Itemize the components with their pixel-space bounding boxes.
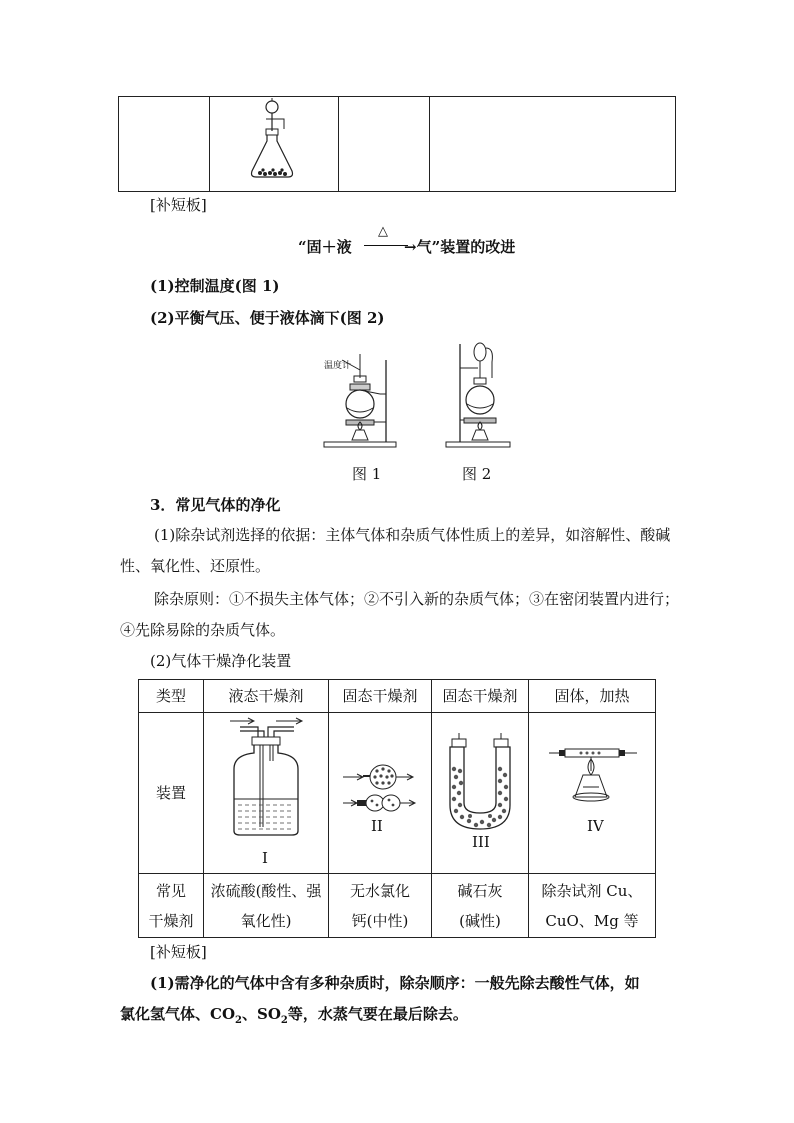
roman-I: I — [262, 849, 268, 867]
separatory-flask-diagram — [210, 97, 338, 191]
desiccant-2-line1: 无水氯化 — [349, 881, 410, 900]
desiccant-3-line1: 碱石灰 — [457, 881, 503, 900]
header-solid-desiccant-1: 固态干燥剂 — [329, 680, 432, 713]
desiccant-1-line1: 浓硫酸(酸性、强 — [210, 881, 322, 900]
title-arrow-line — [364, 245, 408, 246]
title-left: “固＋液 — [298, 238, 352, 256]
top-table-cell-1 — [119, 97, 210, 192]
desiccant-1-line2: 氧化性) — [240, 911, 292, 930]
drying-table-desiccant-row — [139, 874, 656, 938]
desiccant-2-line2: 钙(中性) — [351, 911, 409, 930]
item-balance-pressure: (2)平衡气压、便于液体滴下(图 2) — [150, 309, 385, 327]
roman-IV: IV — [587, 817, 604, 835]
desiccant-cell-1 — [204, 874, 329, 938]
apparatus-cell-4 — [529, 713, 656, 874]
purification-order-line2 — [120, 1003, 468, 1026]
figure-2 — [442, 338, 514, 454]
supplement-tag-2: [补短板] — [150, 943, 207, 961]
desiccant-3-line2: (碱性) — [459, 911, 501, 930]
apparatus-cell-1 — [204, 713, 329, 874]
gas-washing-bottle-diagram — [204, 713, 328, 849]
line2-part-a: 氯化氢气体、CO — [120, 1005, 236, 1023]
section-3-para-1: (1)除杂试剂选择的依据：主体气体和杂质气体性质上的差异，如溶解性、酸碱性、氧化性、还原性。 — [120, 526, 671, 575]
header-liquid-desiccant: 液态干燥剂 — [204, 680, 329, 713]
desiccant-cell-4 — [529, 874, 656, 938]
pressure-balance-apparatus-diagram — [442, 338, 514, 454]
line2-part-c: 等，水蒸气要在最后除去。 — [287, 1005, 468, 1023]
section-3-para-2: 除杂原则：①不损失主体气体；②不引入新的杂质气体；③在密闭装置内进行；④先除易除的杂质气体。 — [120, 590, 680, 639]
drying-table-header-row — [139, 680, 656, 713]
apparatus-cell-3 — [432, 713, 529, 874]
row-label-desiccant-line2: 干燥剂 — [148, 911, 194, 930]
so2-subscript: 2 — [280, 1015, 288, 1026]
desiccant-4-line2: CuO、Mg 等 — [545, 911, 639, 930]
section-3-heading: 3．常见气体的净化 — [150, 496, 281, 514]
desiccant-cell-3 — [432, 874, 529, 938]
row-label-desiccant-line1: 常见 — [155, 881, 186, 900]
drying-table — [138, 679, 656, 938]
supplement-tag-1: [补短板] — [150, 196, 207, 214]
title-right: →气”装置的改进 — [404, 238, 516, 256]
row-label-desiccant — [139, 874, 204, 938]
co2-subscript: 2 — [235, 1015, 242, 1026]
top-table-cell-flask — [210, 97, 339, 192]
item-control-temp: (1)控制温度(图 1) — [150, 277, 280, 295]
roman-III: III — [472, 833, 490, 851]
heat-triangle-symbol: △ — [378, 224, 388, 239]
header-type: 类型 — [139, 680, 204, 713]
desiccant-cell-2 — [329, 874, 432, 938]
figure-1 — [320, 344, 412, 454]
top-table-cell-3 — [339, 97, 430, 192]
header-solid-desiccant-2: 固态干燥剂 — [432, 680, 529, 713]
roman-II: II — [371, 817, 383, 835]
section-3-para-3: (2)气体干燥净化装置 — [150, 652, 292, 670]
top-table — [118, 96, 676, 192]
drying-table-apparatus-row — [139, 713, 656, 874]
apparatus-cell-2 — [329, 713, 432, 874]
desiccant-4-line1: 除杂试剂 Cu、 — [541, 881, 643, 900]
header-solid-heated: 固体，加热 — [529, 680, 656, 713]
line2-part-b: 、SO — [241, 1005, 281, 1023]
heated-tube-diagram — [529, 713, 655, 821]
improvement-title — [280, 226, 560, 260]
top-table-cell-4 — [430, 97, 676, 192]
row-label-apparatus: 装置 — [139, 713, 204, 874]
thermometer-label: 温度计 — [324, 361, 352, 371]
figure-2-caption: 图 2 — [462, 465, 492, 483]
drying-tube-diagram — [329, 713, 431, 833]
figure-1-caption: 图 1 — [352, 465, 382, 483]
u-tube-diagram — [432, 713, 528, 837]
purification-order-line1: (1)需净化的气体中含有多种杂质时，除杂顺序：一般先除去酸性气体，如 — [150, 974, 640, 992]
